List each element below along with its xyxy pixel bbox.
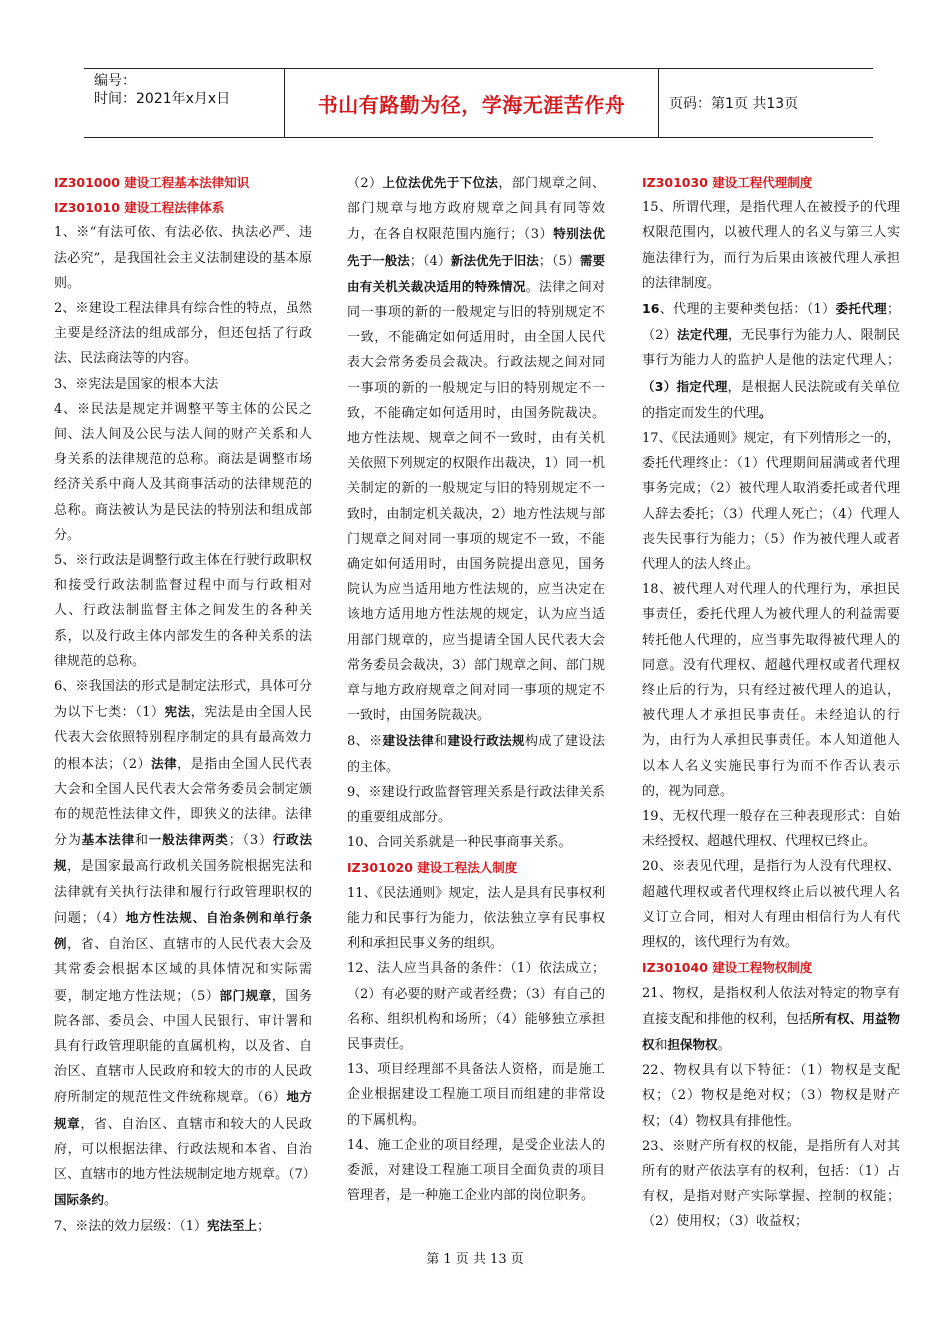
text-run: 和 (434, 734, 448, 750)
paragraph: 19、无权代理一般存在三种表现形式：自始未经授权、超越代理权、代理权已终止。 (642, 809, 900, 850)
paragraph: 2、※建设工程法律具有综合性的特点，虽然主要是经济法的组成部分，但还包括了行政法、民法商法等的内容。 (54, 301, 312, 367)
paragraph: 10、合同关系就是一种民事商事关系。 (347, 835, 572, 851)
bold-term: 委托代理 (835, 301, 887, 317)
paragraph (347, 170, 605, 728)
paragraph: 14、施工企业的项目经理，是受企业法人的委派，对建设工程施工项目全面负责的项目管理者，是一种施工企业内部的岗位职务。 (347, 1137, 605, 1204)
bold-term: 上位法优先于下位法 (382, 175, 499, 190)
paragraph: 15、所谓代理，是指代理人在被授予的代理权限范围内，以被代理人的名义与第三人实施法律行为，而行为后果由该被代理人承担的法律制度。 (642, 200, 900, 291)
bold-term: 一般法律两类 (148, 832, 229, 848)
text-run: 21、物权，是指权利人依法对特定的物享有直接支配和排他的权利，包括 (642, 985, 900, 1027)
paragraph: 3、※宪法是国家的根本大法 (54, 376, 219, 392)
paragraph (54, 674, 316, 1213)
bold-term: 地方性法规、自治条例和单行条例 (54, 909, 312, 952)
text-run: 和 (134, 833, 149, 849)
bold-term: 所有权、用益物权 (642, 1010, 900, 1052)
column-1 (54, 170, 316, 1240)
text-run: ，省、自治区、直辖市的人民代表大会及其常委会根据本区域的具体情况和实际需要，制定地方性法规；（5） (54, 937, 312, 1004)
time-label: 时间：2021年x月x日 (94, 91, 231, 107)
bold-term: 新法优先于旧法 (450, 252, 539, 268)
text-run: 、代理的主要种类包括：（1） (659, 302, 836, 318)
paragraph: 9、※建设行政监督管理关系是行政法律关系的重要组成部分。 (347, 784, 605, 826)
text-run: 。法律之间对同一事项的新的一般规定与旧的特别规定不一致，不能确定如何适用时，由全国人民代表大会常务委员会裁决。行政法规之间对同一事项的新的一般规定与旧的特别规定不一致，不能确定如何适用时，由国务院裁决。地方性法规、规章之间不一致时，由有关机关依照下列规定的权限作出裁决，1）同一机关制定的新的一般规定与旧的特别规定不一致时，由制定机关裁决，2）地方性法规与部门规章之间对同一事项的规定不一致，不能确定如何适用时，由国务院提出意见，国务院认为应当适用地方性法规的，应当决定在该地方适用地方性法规的规定，认为应当适用部门规章的，应当提请全国人民代表大会常务委员会裁决，3）部门规章之间、部门规章与地方政府规章之间对同一事项的规定不一致时，由国务院裁决。 (347, 279, 605, 724)
section-heading: IZ301010 建设工程法律体系 (54, 200, 225, 216)
bold-term: 宪法 (164, 704, 191, 720)
paragraph: 11、《民法通则》规定，法人是具有民事权利能力和民事行为能力，依法独立享有民事权利和承担民事义务的组织。 (347, 885, 605, 952)
text-run: ，是根据人民法院或有关单位的指定而发生的代理 (642, 379, 900, 421)
bold-term: 16 (642, 301, 660, 317)
text-run: ，部门规章之间、部门规章与地方政府规章之间具有同等效力，在各自权限范围内施行；（3） (347, 176, 605, 243)
column-2 (347, 170, 605, 1208)
bold-term: 地方规章 (54, 1089, 312, 1131)
text-run: 和 (654, 1037, 668, 1053)
paragraph: 17、《民法通则》规定，有下列情形之一的，委托代理终止：（1）代理期间届满或者代理事务完成；（2）被代理人取消委托或者代理人辞去委托；（3）代理人死亡；（4）代理人丧失民事行为能力；（5）作为被代理人或者代理人的法人终止。 (642, 431, 900, 573)
bold-term: 建设行政法规 (447, 733, 525, 749)
bold-term: 建设法律 (382, 733, 435, 749)
bold-term: 法定代理 (677, 327, 729, 343)
bold-term: 基本法律 (81, 832, 135, 848)
header-page-info: 页码：第1页 共13页 (669, 96, 799, 112)
bold-term: 国际条约 (54, 1192, 105, 1208)
bold-term: 。 (759, 404, 772, 420)
paragraph (347, 728, 605, 779)
bold-term: 行政法规 (54, 832, 312, 874)
paragraph: 22、物权具有以下特征：（1）物权是支配权；（2）物权是绝对权；（3）物权是财产权；（4）物权具有排他性。 (642, 1063, 900, 1129)
text-run: （2） (347, 176, 383, 191)
bold-term: 部门规章 (219, 987, 272, 1003)
text-run: 。 (104, 1193, 118, 1209)
paragraph: 20、※表见代理，是指行为人没有代理权、超越代理权或者代理权终止后以被代理人名义订立合同，相对人有理由相信行为人有代理权的，该代理行为有效。 (642, 859, 900, 951)
paragraph: 4、※民法是规定并调整平等主体的公民之间、法人间及公民与法人间的财产关系和人身关系的法律规范的总称。商法是调整市场经济关系中商人及其商事活动的法律规范的总称。商法被认为是民法的特别法和组成部分。 (54, 401, 312, 543)
paragraph: 18、被代理人对代理人的代理行为，承担民事责任，委托代理人为被代理人的利益需要转托他人代理的，应当事先取得被代理人的同意。没有代理权、超越代理权或者代理权终止后的行为，只有经过被代理人的追认，被代理人才承担民事责任。未经追认的行为，由行为人承担民事责任。本人知道他人以本人名义实施民事行为而不作否认表示的，视为同意。 (642, 582, 900, 799)
section-heading: IZ301000 建设工程基本法律知识 (54, 175, 250, 190)
document-header (84, 68, 873, 138)
text-run: ，省、自治区、直辖市和较大的人民政府，可以根据法律、行政法规和本省、自治区、直辖市的地方性法规制定地方规章。（7） (54, 1116, 316, 1182)
header-motto: 书山有路勤为径，学海无涯苦作舟 (285, 69, 659, 137)
column-3 (642, 170, 900, 1235)
bold-term: （3）指定代理 (642, 378, 728, 394)
bold-term: 需要由有关机关裁决适用的特殊情况 (347, 252, 605, 294)
section-heading: IZ301040 建设工程物权制度 (642, 960, 813, 976)
text-run: 6、※我国法的形式是制定法形式，具体可分为以下七类：（1） (54, 679, 312, 721)
paragraph: 12、法人应当具备的条件：（1）依法成立；（2）有必要的财产或者经费；（3）有自己的名称、组织机构和场所；（4）能够独立承担民事责任。 (347, 961, 605, 1052)
section-heading: IZ301030 建设工程代理制度 (642, 175, 813, 190)
text-run: ；（2） (642, 302, 900, 344)
text-run: ，是指由全国人民代表大会和全国人民代表大会常务委员会制定颁布的规范性法律文件，即狭义的法律。法律分为 (54, 756, 312, 849)
text-run: 7、※法的效力层级：（1） (54, 1219, 208, 1235)
text-run: ，无民事行为能力人、限制民事行为能力人的监护人是他的法定代理人； (642, 328, 900, 369)
bold-term: 担保物权 (667, 1036, 718, 1052)
paragraph (642, 981, 900, 1059)
text-run: 构成了建设法的主体。 (347, 734, 605, 775)
number-label: 编号： (94, 73, 136, 89)
paragraph: 1、※“有法可依、有法必依、执法必严、违法必究”，是我国社会主义法制建设的基本原则。 (54, 225, 312, 291)
text-run: 。 (717, 1037, 731, 1053)
paragraph (642, 296, 900, 426)
text-run: ，宪法是由全国人民代表大会依照特别程序制定的具有最高效力的根本法；（2） (54, 705, 312, 772)
text-run: ； (257, 1219, 271, 1235)
paragraph (54, 1213, 312, 1239)
page-footer: 第 1 页 共 13 页 (426, 1252, 524, 1267)
text-run: ，国务院各部、委员会、中国人民银行、审计署和具有行政管理职能的直属机构，以及省、自治区、直辖市人民政府和较大的市的人民政府所制定的规范性文件统称规章。（6） (54, 988, 312, 1106)
text-run: ，是国家最高行政机关国务院根据宪法和法律就有关执行法律和履行行政管理职权的问题；（4） (54, 859, 312, 926)
header-meta (84, 69, 285, 137)
bold-term: 法律 (151, 755, 178, 771)
paragraph: 23、※财产所有权的权能，是指所有人对其所有的财产依法享有的权利，包括：（1）占有权，是指对财产实际掌握、控制的权能；（2）使用权；（3）收益权； (642, 1138, 900, 1230)
paragraph: 13、项目经理部不具备法人资格，而是施工企业根据建设工程施工项目而组建的非常设的下属机构。 (347, 1062, 605, 1128)
text-run: ；（5） (538, 253, 580, 269)
text-run: ；（4） (409, 253, 451, 269)
bold-term: 宪法至上 (207, 1218, 258, 1234)
section-heading: IZ301020 建设工程法人制度 (347, 860, 518, 876)
text-run: ；（3） (228, 833, 273, 849)
paragraph: 5、※行政法是调整行政主体在行驶行政职权和接受行政法制监督过程中而与行政相对人、行政法制监督主体之间发生的各种关系，以及行政主体内部发生的各种关系的法律规范的总称。 (54, 553, 312, 669)
text-run: 8、※ (347, 734, 383, 750)
bold-term: 特别法优先于一般法 (347, 226, 605, 268)
